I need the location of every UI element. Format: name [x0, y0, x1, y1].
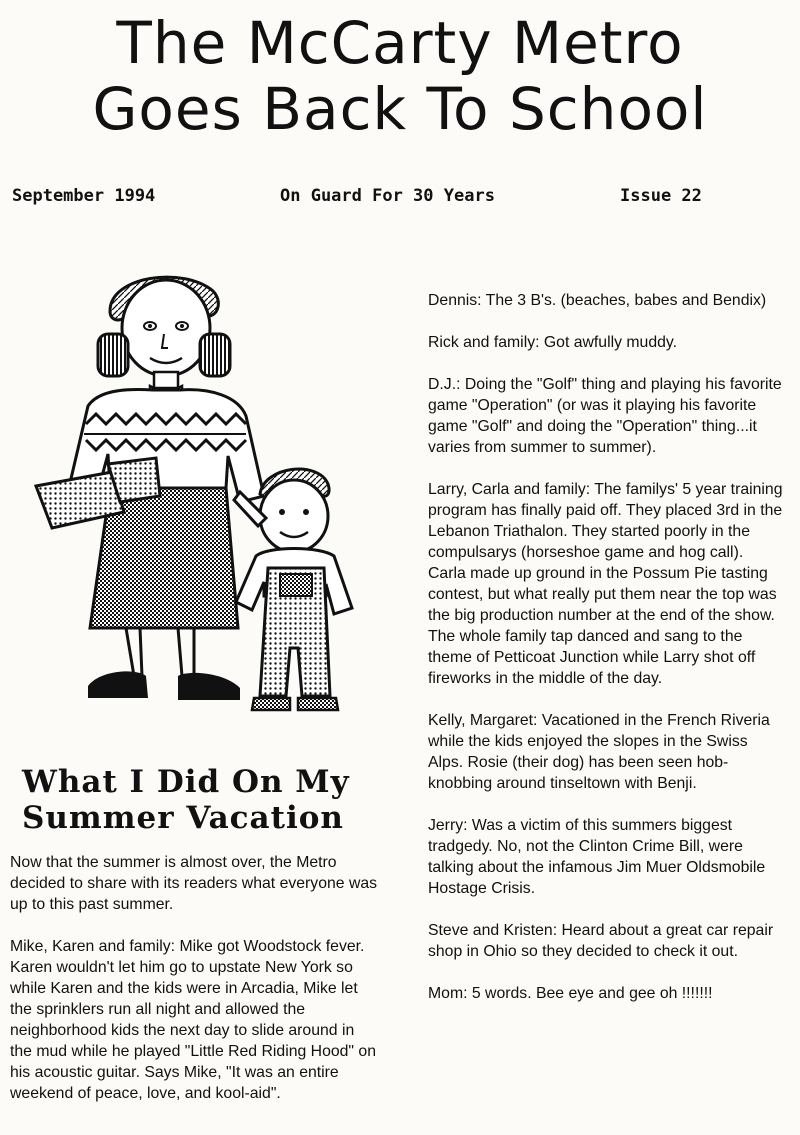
- paragraph: Mike, Karen and family: Mike got Woodstock fever. Karen wouldn't let him go to upstate New York so while Karen and the kids were in Arcadia, Mike let the sprinklers run all night and allowed the neighborhood kids the next day to slide around in the mud while he played "Little Red Riding Hood" on his acoustic guitar. Says Mike, "It was an entire weekend of peace, love, and kool-aid".: [10, 938, 376, 1102]
- paragraph: Now that the summer is almost over, the Metro decided to share with its readers what everyone was up to this past summer.: [10, 854, 378, 913]
- mother-and-child-clipart-icon: [28, 256, 368, 718]
- masthead: [40, 10, 760, 145]
- paragraph: Larry, Carla and family: The familys' 5 year training program has finally paid off. They placed 3rd in the Lebanon Triathalon. They started poorly in the compulsarys (horseshoe game and hog call). Carla made up ground in the Possum Pie tasting contest, but what really put them near the top was the big production number at the end of the show. The whole family tap danced and sang to the theme of Petticoat Junction while Larry shot off fireworks in the middle of the day.: [428, 481, 783, 687]
- paragraph: Dennis: The 3 B's. (beaches, babes and Bendix): [428, 292, 767, 309]
- paragraph: Steve and Kristen: Heard about a great car repair shop in Ohio so they decided to check it out.: [428, 922, 774, 960]
- right-column: [428, 290, 784, 1004]
- left-column: [10, 852, 380, 1104]
- issue-date: September 1994: [12, 186, 156, 206]
- masthead-title-line-1: The McCarty Metro: [116, 9, 684, 77]
- paragraph: Rick and family: Got awfully muddy.: [428, 334, 678, 351]
- issue-info-row: [12, 184, 788, 208]
- paragraph: Jerry: Was a victim of this summers biggest tradgedy. No, not the Clinton Crime Bill, were talking about the infamous Jim Muer Oldsmobile Hostage Crisis.: [428, 817, 766, 897]
- article-heading-line-2: Summer Vacation: [22, 800, 344, 836]
- article-heading-line-1: What I Did On My: [22, 764, 350, 800]
- masthead-title-line-2: Goes Back To School: [92, 75, 708, 143]
- paragraph: D.J.: Doing the "Golf" thing and playing his favorite game "Operation" (or was it playing his favorite game "Golf" and doing the "Operation" thing...it varies from summer to summer).: [428, 376, 782, 456]
- article-heading: [22, 764, 382, 836]
- paragraph: Mom: 5 words. Bee eye and gee oh !!!!!!!: [428, 985, 713, 1002]
- paragraph: Kelly, Margaret: Vacationed in the French Riveria while the kids enjoyed the slopes in the Swiss Alps. Rosie (their dog) has been seen hob-knobbing around tinseltown with Benji.: [428, 712, 770, 792]
- issue-number: Issue 22: [620, 186, 702, 206]
- issue-motto: On Guard For 30 Years: [280, 186, 495, 206]
